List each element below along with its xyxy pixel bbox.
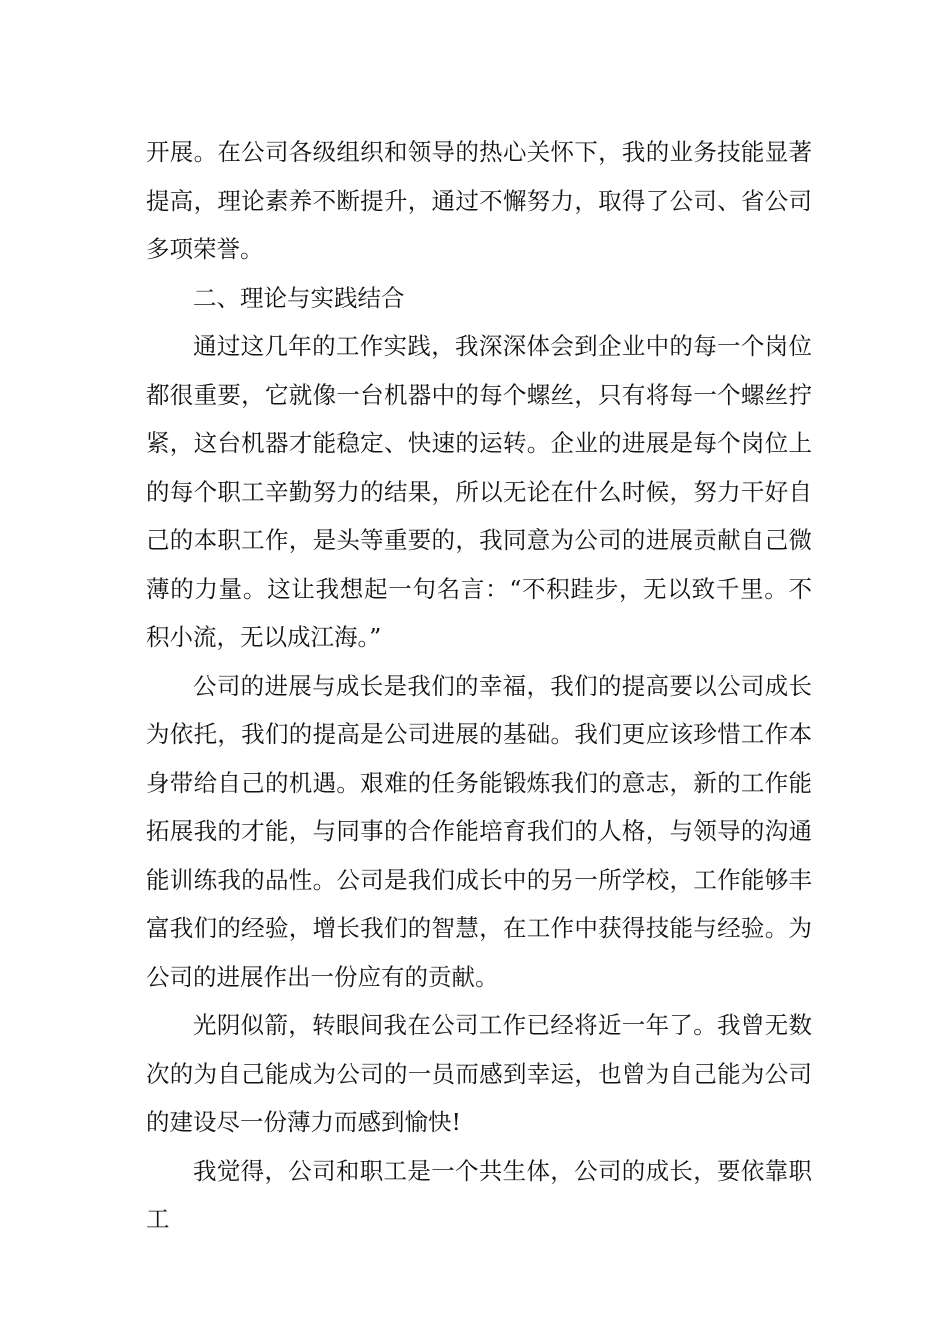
paragraph: 公司的进展与成长是我们的幸福，我们的提高要以公司成长为依托，我们的提高是公司进展的基础。我们更应该珍惜工作本身带给自己的机遇。艰难的任务能锻炼我们的意志，新的工作能拓展我的才能，与同事的合作能培育我们的人格，与领导的沟通能训练我的品性。公司是我们成长中的另一所学校，工作能够丰富我们的经验，增长我们的智慧，在工作中获得技能与经验。为公司的进展作出一份应有的贡献。 — [146, 671, 812, 991]
section-heading: 二、理论与实践结合 — [193, 283, 405, 312]
paragraph: 通过这几年的工作实践，我深深体会到企业中的每一个岗位都很重要，它就像一台机器中的每个螺丝，只有将每一个螺丝拧紧，这台机器才能稳定、快速的运转。企业的进展是每个岗位上的每个职工辛勤努力的结果，所以无论在什么时候，努力干好自己的本职工作，是头等重要的，我同意为公司的进展贡献自己微薄的力量。这让我想起一句名言：“不积跬步，无以致千里。不积小流，无以成江海。” — [146, 332, 812, 651]
paragraph: 光阴似箭，转眼间我在公司工作已经将近一年了。我曾无数次的为自己能成为公司的一员而感到幸运，也曾为自己能为公司的建设尽一份薄力而感到愉快! — [146, 1011, 812, 1136]
document-body — [146, 128, 812, 1244]
paragraph: 我觉得，公司和职工是一个共生体，公司的成长，要依靠职工 — [146, 1156, 812, 1233]
paragraph-continuation: 开展。在公司各级组织和领导的热心关怀下，我的业务技能显著提高，理论素养不断提升，通过不懈努力，取得了公司、省公司多项荣誉。 — [146, 138, 812, 263]
